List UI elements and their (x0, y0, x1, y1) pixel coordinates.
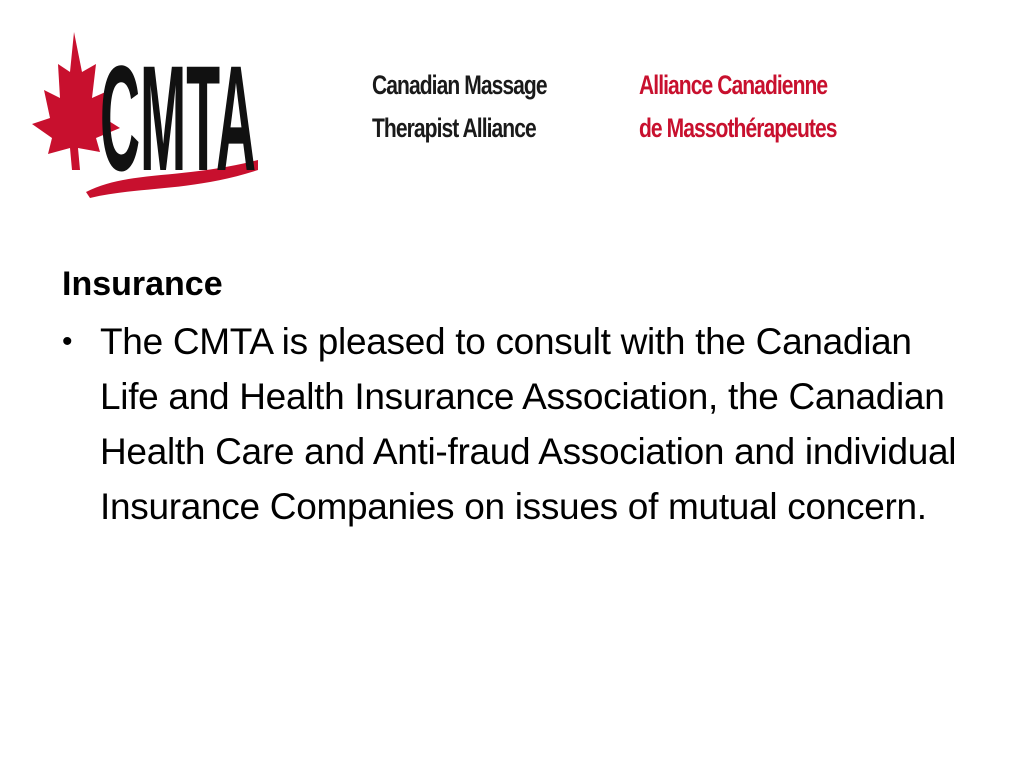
maple-leaf-logo-icon (30, 20, 262, 202)
bullet-text: The CMTA is pleased to consult with the Canadian Life and Health Insurance Association, the Canadian Health Care and Anti-fraud Association and individual Insurance Companies on issues of mutual concern. (100, 321, 957, 527)
org-name-english-line2: Therapist Alliance (372, 113, 536, 143)
slide-content (62, 258, 962, 534)
logo-text: CMTA (100, 34, 256, 202)
org-name-french (639, 64, 837, 150)
cmta-logo (30, 20, 262, 202)
bullet-list (62, 314, 962, 534)
org-name-english (372, 64, 547, 150)
org-name-french-line2: de Massothérapeutes (639, 113, 837, 143)
org-name-french-line1: Alliance Canadienne (639, 70, 828, 100)
bullet-marker: • (62, 325, 73, 358)
bullet-item (62, 314, 962, 534)
org-name-english-line1: Canadian Massage (372, 70, 547, 100)
slide-heading: Insurance (62, 265, 223, 303)
